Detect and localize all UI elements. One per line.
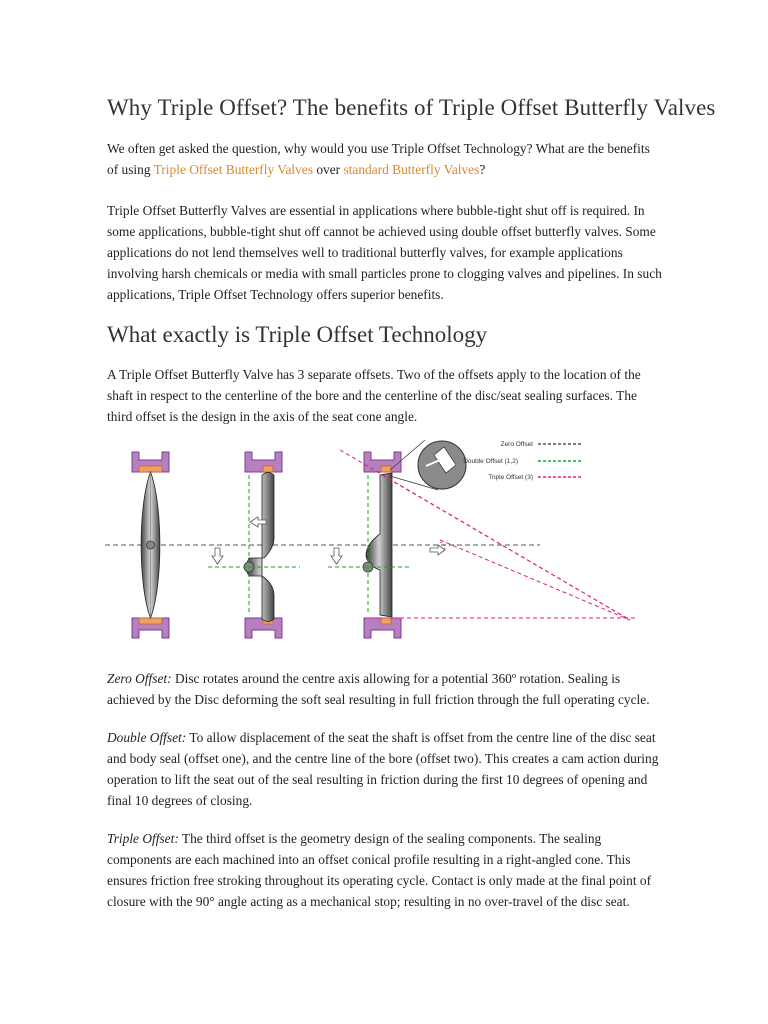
offset-disc	[247, 473, 275, 622]
zero-offset-paragraph	[107, 668, 663, 710]
intro-paragraph	[107, 138, 663, 180]
triple-offset-valves-link[interactable]: Triple Offset Butterfly Valves	[153, 162, 313, 177]
cone-line-lower	[440, 540, 630, 620]
valve-body-top	[364, 452, 401, 472]
triple-offset-text: The third offset is the geometry design of the sealing components. The sealing components are each machined into an offset conical profile resulting in a right-angled cone. This ensures friction free stroking throughout its operating cycle. Contact is only made at the final point of closure with the 90° angle acting as a mechanical stop; resulting in no over-travel of the disc seat.	[107, 831, 652, 909]
zero-offset-text: Disc rotates around the centre axis allowing for a potential 360º rotation. Sealing is achieved by the Disc deforming the soft seal resulting in full friction through the full operating cycle.	[107, 671, 650, 707]
intro-text-2: over	[312, 162, 344, 177]
valve-body-top	[245, 452, 282, 472]
double-offset-term: Double Offset:	[107, 730, 187, 745]
valve-offset-diagram	[100, 430, 660, 655]
zero-offset-term: Zero Offset:	[107, 671, 172, 686]
essential-paragraph: Triple Offset Butterfly Valves are essential in applications where bubble-tight shut off is required. In some applications, bubble-tight shut off cannot be achieved using double offset butterfly valves. Some applications do not lend themselves well to traditional butterfly valves, for example applications involving harsh chemicals or media with small particles prone to clogging valves and pipelines. In such applications, Triple Offset Technology offers superior benefits.	[107, 203, 662, 302]
page-title: Why Triple Offset? The benefits of Triple Offset Butterfly Valves	[107, 95, 716, 120]
valve-body-bottom	[132, 618, 169, 638]
triple-offset-paragraph	[107, 828, 663, 912]
cone-line-middle	[382, 475, 630, 620]
shaft	[147, 541, 155, 549]
triple-offset-disc	[366, 473, 392, 617]
figure-legend	[463, 441, 582, 481]
double-offset-text: To allow displacement of the seat the shaft is offset from the centre line of the disc seat and body seal (offset one), and the centre line of the bore (offset two). This creates a cam action during operation to lift the seat out of the seal resulting in friction during the first 10 degrees of opening and final 10 degrees of closing.	[107, 730, 659, 808]
standard-valves-link[interactable]: standard Butterfly Valves	[343, 162, 480, 177]
triple-offset-term: Triple Offset:	[107, 831, 179, 846]
intro-text-1: We often get asked the question, why would you use Triple Offset Technology? What are the benefits of using	[107, 141, 650, 177]
valve-body-bottom	[245, 618, 282, 638]
intro-text-3: ?	[479, 162, 486, 177]
legend-label-double: Double Offset (1,2)	[463, 458, 518, 465]
legend-label-triple: Triple Offset (3)	[488, 474, 533, 481]
legend-label-zero: Zero Offset	[500, 441, 533, 448]
double-offset-paragraph	[107, 727, 663, 811]
offset-arrow-down	[331, 548, 342, 564]
triple-offset-valve	[328, 440, 635, 638]
section-heading: What exactly is Triple Offset Technology	[107, 322, 488, 347]
offset-arrow-right	[430, 545, 445, 555]
offsets-paragraph: A Triple Offset Butterfly Valve has 3 separate offsets. Two of the offsets apply to the location of the shaft in respect to the centerline of the bore and the centerline of the disc/seat sealing surfaces. The third offset is the design in the axis of the seat cone angle.	[107, 367, 641, 424]
valve-body-top	[132, 452, 169, 472]
offset-arrow-down	[212, 548, 223, 564]
valve-body-bottom	[364, 618, 401, 638]
